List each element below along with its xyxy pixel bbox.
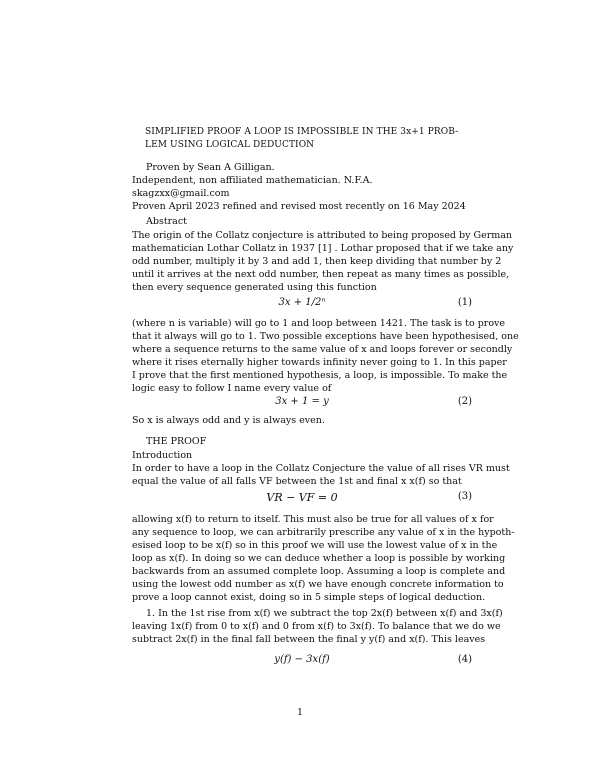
equation-number: (4) (457, 654, 472, 665)
page-number: 1 (296, 707, 304, 718)
affiliation-line: Independent, non affiliated mathematician. N.F.A. (132, 175, 373, 186)
text-line: equal the value of all falls VF between the 1st and final x x(f) so that (132, 476, 462, 487)
equation-4 (132, 654, 472, 668)
text-line: mathematician Lothar Collatz in 1937 [1] . Lothar proposed that if we take any (132, 243, 514, 254)
title-line: LEM USING LOGICAL DEDUCTION (145, 140, 315, 150)
title-line: SIMPLIFIED PROOF A LOOP IS IMPOSSIBLE IN THE 3x+1 PROB- (145, 127, 459, 137)
text-line: (where n is variable) will go to 1 and loop between 1421. The task is to prove (132, 318, 506, 329)
introduction-paragraph (132, 449, 510, 488)
equation-expression: VR − VF = 0 (266, 491, 338, 504)
text-line: until it arrives at the next odd number, then repeat as many times as possible, (132, 269, 510, 280)
text-line: then every sequence generated using this function (132, 282, 377, 293)
text-line: odd number, multiply it by 3 and add 1, then keep dividing that number by 2 (132, 256, 502, 267)
author-line: Proven by Sean A Gilligan. (146, 162, 275, 173)
text-line: where it rises eternally higher towards infinity never going to 1. In this paper (132, 357, 507, 368)
author-block (132, 161, 492, 213)
paragraph-2 (132, 317, 519, 395)
text-line: that it always will go to 1. Two possible exceptions have been hypothesised, one (132, 331, 519, 342)
text-line: any sequence to loop, we can arbitrarily prescribe any value of x in the hypoth- (132, 527, 515, 538)
text-line: backwards from an assumed complete loop. Assuming a loop is complete and (132, 566, 506, 577)
text-line: The origin of the Collatz conjecture is attributed to being proposed by German (132, 230, 513, 241)
equation-number: (1) (457, 297, 472, 308)
text-line: In order to have a loop in the Collatz Conjecture the value of all rises VR must (132, 463, 510, 474)
equation-number: (2) (457, 396, 472, 407)
equation-3 (132, 491, 472, 505)
text-line: So x is always odd and y is always even. (132, 415, 325, 426)
text-line: leaving 1x(f) from 0 to x(f) and 0 from x(f) to 3x(f). To balance that we do we (132, 621, 501, 632)
text-line: esised loop to be x(f) so in this proof we will use the lowest value of x in the (132, 540, 498, 551)
text-line: I prove that the first mentioned hypothesis, a loop, is impossible. To make the (132, 370, 508, 381)
text-line: prove a loop cannot exist, doing so in 5 simple steps of logical deduction. (132, 592, 486, 603)
equation-expression: 3x + 1/2ⁿ (278, 297, 326, 308)
text-line: using the lowest odd number as x(f) we have enough concrete information to (132, 579, 504, 590)
equation-2 (132, 396, 472, 410)
equation-1 (132, 297, 472, 311)
text-line: where a sequence returns to the same value of x and loops forever or secondly (132, 344, 513, 355)
subsection-heading: Introduction (132, 450, 193, 461)
paragraph-3 (132, 414, 472, 427)
text-line: loop as x(f). In doing so we can deduce whether a loop is possible by working (132, 553, 506, 564)
text-line: allowing x(f) to return to itself. This must also be true for all values of x for (132, 514, 494, 525)
date-line: Proven April 2023 refined and revised most recently on 16 May 2024 (132, 201, 466, 212)
text-line: 1. In the 1st rise from x(f) we subtract the top 2x(f) between x(f) and 3x(f) (146, 608, 503, 619)
text-line: logic easy to follow I name every value of (132, 383, 332, 394)
text-line: subtract 2x(f) in the final fall between the final y y(f) and x(f). This leaves (132, 634, 486, 645)
abstract-heading: Abstract (146, 216, 187, 227)
equation-number: (3) (457, 491, 472, 502)
paper-title (145, 126, 465, 152)
paragraph-4 (132, 513, 515, 604)
equation-expression: y(f) − 3x(f) (274, 654, 330, 665)
step-1-paragraph (132, 607, 503, 646)
equation-expression: 3x + 1 = y (275, 396, 329, 407)
abstract-paragraph (132, 229, 514, 294)
email-line: skagzxx@gmail.com (132, 188, 230, 199)
section-heading: THE PROOF (146, 436, 207, 447)
